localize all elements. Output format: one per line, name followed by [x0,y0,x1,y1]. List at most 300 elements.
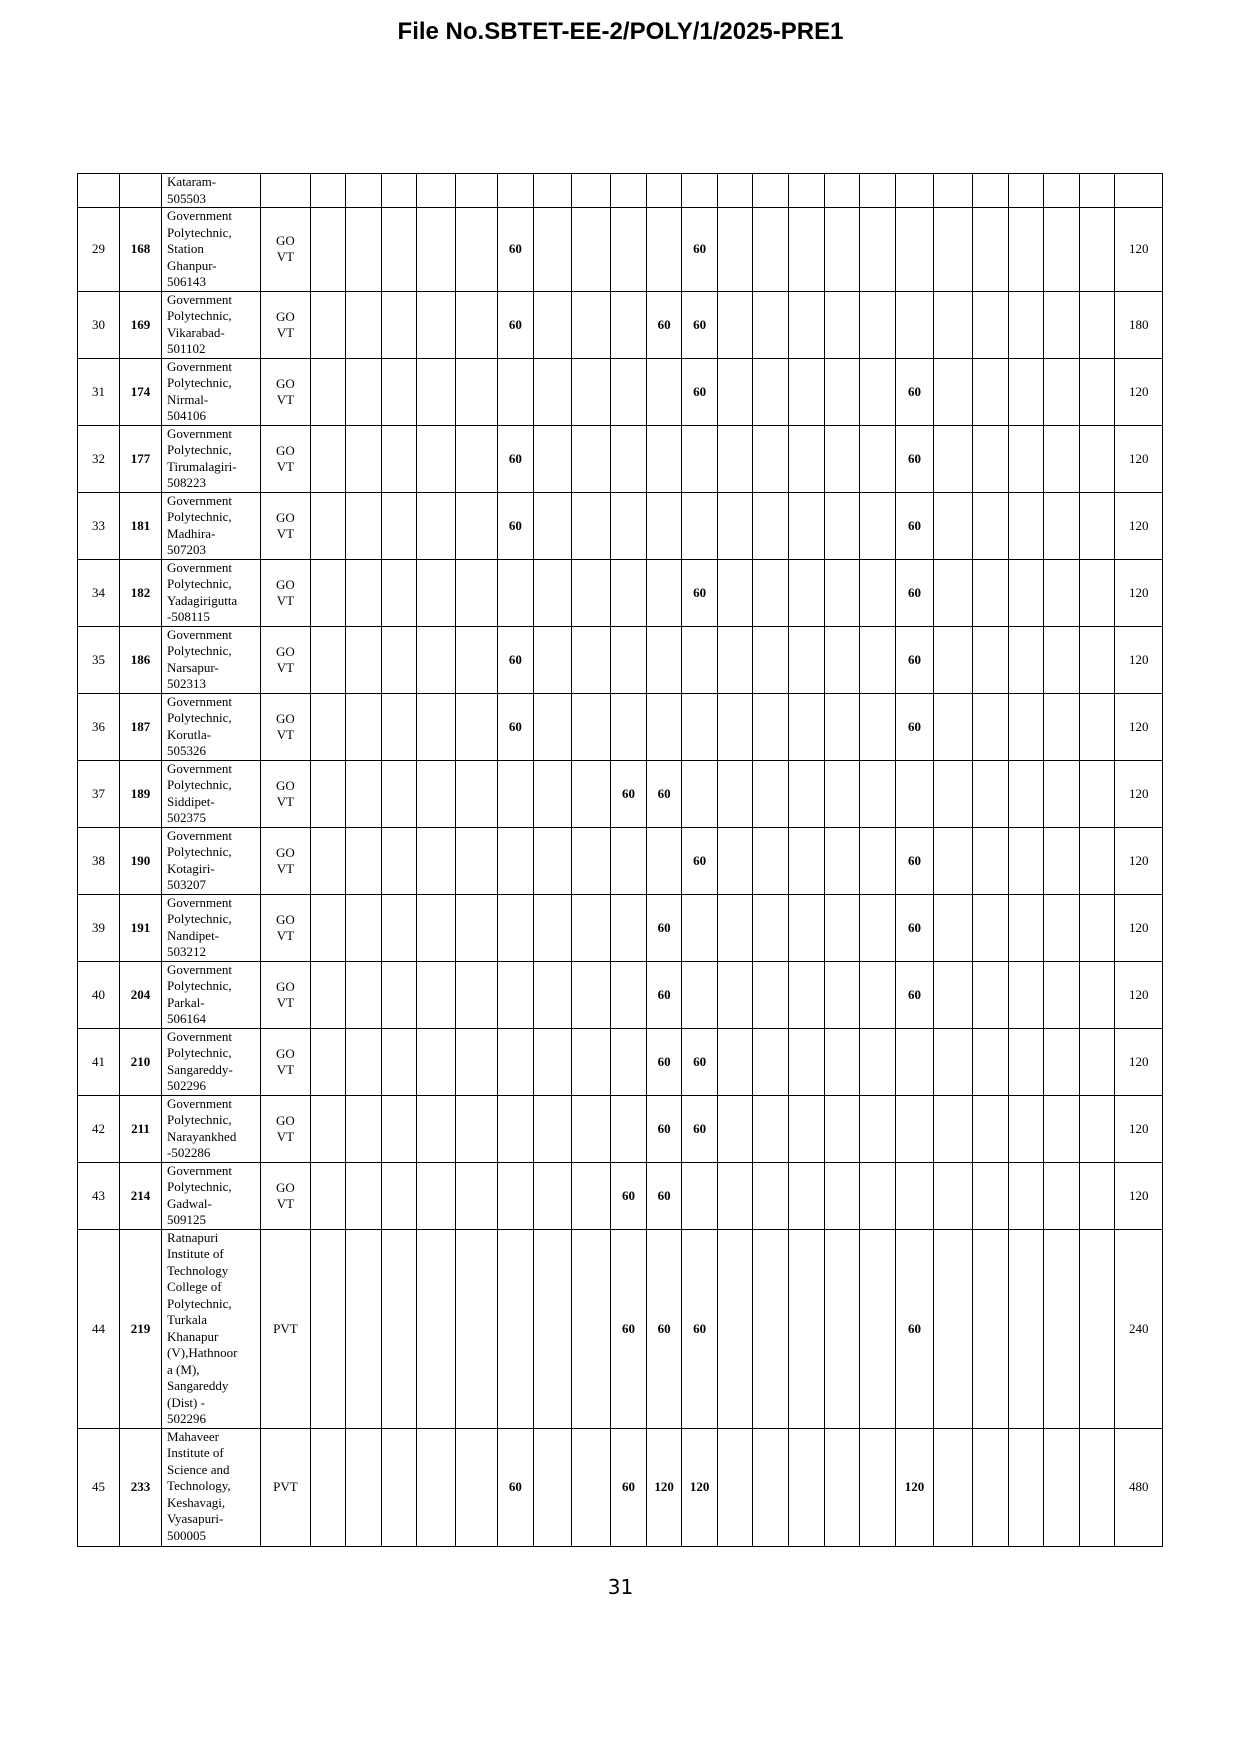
empty-cell [789,425,825,492]
institution-line: Narayankhed [167,1128,237,1144]
total-intake-cell: 120 [1115,358,1163,425]
table-row [78,358,1163,425]
institution-line: Government [167,1095,233,1111]
institution-code-cell: 189 [120,760,162,827]
intake-value-cell: 60 [646,760,682,827]
empty-cell [456,626,498,693]
empty-cell [682,425,718,492]
empty-cell [533,827,572,894]
total-intake-cell: 120 [1115,827,1163,894]
institution-code-cell: 187 [120,693,162,760]
empty-cell [611,1095,647,1162]
institution-line: 509125 [167,1212,207,1227]
empty-cell [682,760,718,827]
empty-cell [417,1162,456,1229]
empty-cell [498,894,534,961]
empty-cell [533,492,572,559]
institution-line: Polytechnic, [167,224,232,240]
empty-cell [824,760,860,827]
empty-cell [1079,559,1115,626]
institution-cell [162,1428,261,1546]
empty-cell [860,174,896,208]
institution-cell [162,208,261,292]
empty-cell [533,425,572,492]
empty-cell [1079,894,1115,961]
intake-value-cell: 60 [682,827,718,894]
institution-cell [162,961,261,1028]
institution-cell [162,174,261,208]
empty-cell [824,425,860,492]
institution-line: Government [167,1028,233,1044]
intake-value-cell: 60 [682,1028,718,1095]
intake-value-cell: 60 [498,208,534,292]
empty-cell [533,559,572,626]
intake-value-cell: 60 [895,492,934,559]
empty-cell [934,559,973,626]
intake-value-cell: 60 [498,291,534,358]
empty-cell [895,1095,934,1162]
institution-type-line: GO [276,1045,295,1061]
empty-cell [1079,961,1115,1028]
empty-cell [310,559,346,626]
empty-cell [973,559,1009,626]
empty-cell [346,208,382,292]
empty-cell [789,1162,825,1229]
institution-line: Ghanpur- [167,257,217,273]
institution-type-line: GO [276,375,295,391]
empty-cell [860,208,896,292]
institution-type-cell [261,760,311,827]
institution-type-line: GO [276,1112,295,1128]
intake-value-cell: 60 [895,358,934,425]
empty-cell [533,693,572,760]
empty-cell [973,1095,1009,1162]
institution-type-line: GO [276,233,295,249]
empty-cell [533,1095,572,1162]
intake-value-cell: 60 [646,1229,682,1428]
total-intake-cell: 120 [1115,961,1163,1028]
institution-code-cell: 219 [120,1229,162,1428]
empty-cell [1044,626,1080,693]
empty-cell [533,174,572,208]
institution-line: 501102 [167,341,206,356]
institution-cell [162,291,261,358]
intake-value-cell: 60 [498,626,534,693]
empty-cell [417,174,456,208]
institution-line: 502313 [167,676,207,691]
empty-cell [417,626,456,693]
intake-value-cell: 60 [498,1428,534,1546]
empty-cell [346,827,382,894]
empty-cell [310,1428,346,1546]
empty-cell [789,208,825,292]
institution-line: Vyasapuri- [167,1511,224,1526]
empty-cell [789,174,825,208]
empty-cell [310,1162,346,1229]
serial-number-cell: 45 [78,1428,120,1546]
empty-cell [860,358,896,425]
intake-value-cell: 60 [498,425,534,492]
intake-value-cell: 60 [682,559,718,626]
empty-cell [1008,894,1044,961]
empty-cell [456,760,498,827]
empty-cell [753,626,789,693]
empty-cell [381,559,417,626]
total-intake-cell: 120 [1115,894,1163,961]
empty-cell [717,1028,753,1095]
institution-line: Keshavagi, [167,1494,226,1510]
institution-cell [162,1229,261,1428]
empty-cell [1008,358,1044,425]
empty-cell [533,208,572,292]
intake-value-cell: 60 [895,425,934,492]
empty-cell [417,425,456,492]
empty-cell [346,961,382,1028]
empty-cell [381,492,417,559]
institution-line: Mahaveer [167,1428,219,1444]
institution-type-line: VT [276,927,295,943]
institution-type-line: PVT [273,1320,298,1336]
empty-cell [824,693,860,760]
empty-cell [1008,208,1044,292]
institution-line: Gadwal- [167,1195,212,1211]
institution-type-cell [261,1428,311,1546]
empty-cell [973,626,1009,693]
empty-cell [346,425,382,492]
empty-cell [1008,1229,1044,1428]
total-intake-cell: 120 [1115,425,1163,492]
page-number: 31 [607,1575,634,1599]
empty-cell [860,1428,896,1546]
table-row [78,693,1163,760]
empty-cell [973,492,1009,559]
empty-cell [381,1162,417,1229]
empty-cell [789,1428,825,1546]
empty-cell [682,693,718,760]
empty-cell [895,1028,934,1095]
empty-cell [1008,693,1044,760]
institution-line: Polytechnic, [167,1179,232,1194]
empty-cell [572,208,611,292]
empty-cell [1079,208,1115,292]
empty-cell [456,827,498,894]
table-row [78,894,1163,961]
empty-cell [973,208,1009,292]
empty-cell [572,291,611,358]
institution-type-line: VT [276,249,295,265]
institution-line: Ratnapuri [167,1229,219,1245]
empty-cell [646,492,682,559]
empty-cell [753,961,789,1028]
empty-cell [973,358,1009,425]
institution-cell [162,559,261,626]
serial-number-cell: 39 [78,894,120,961]
empty-cell [789,559,825,626]
institution-type-line: GO [276,978,295,994]
institution-code-cell: 233 [120,1428,162,1546]
institution-type-line: GO [276,643,295,659]
empty-cell [789,961,825,1028]
serial-number-cell: 40 [78,961,120,1028]
empty-cell [1008,559,1044,626]
empty-cell [456,425,498,492]
empty-cell [934,626,973,693]
institution-line: Government [167,626,233,642]
empty-cell [346,760,382,827]
empty-cell [973,1428,1009,1546]
institution-line: Government [167,492,233,508]
empty-cell [1008,291,1044,358]
intake-value-cell: 60 [498,492,534,559]
empty-cell [498,1229,534,1428]
empty-cell [646,425,682,492]
empty-cell [934,492,973,559]
empty-cell [533,626,572,693]
empty-cell [533,358,572,425]
institution-line: Tirumalagiri- [167,458,237,474]
empty-cell [572,559,611,626]
empty-cell [824,1162,860,1229]
empty-cell [310,827,346,894]
total-intake-cell: 120 [1115,693,1163,760]
empty-cell [895,174,934,208]
intake-value-cell: 60 [611,1162,647,1229]
institution-line: 503207 [167,877,207,892]
table-row [78,1095,1163,1162]
institution-line: Government [167,208,233,223]
empty-cell [498,1162,534,1229]
empty-cell [572,1095,611,1162]
empty-cell [456,1229,498,1428]
institution-line: Government [167,827,233,843]
intake-value-cell: 60 [682,208,718,292]
institution-cell [162,894,261,961]
empty-cell [346,626,382,693]
empty-cell [456,208,498,292]
empty-cell [1044,492,1080,559]
empty-cell [717,626,753,693]
institution-line: College of [167,1279,222,1294]
empty-cell [717,559,753,626]
institution-type-line: VT [276,994,295,1010]
empty-cell [753,760,789,827]
total-intake-cell: 120 [1115,492,1163,559]
empty-cell [572,1229,611,1428]
serial-number-cell: 35 [78,626,120,693]
institution-line: Nandipet- [167,927,220,943]
institution-line: Parkal- [167,994,205,1010]
empty-cell [1079,1095,1115,1162]
institution-code-cell: 186 [120,626,162,693]
institution-line: Polytechnic, [167,442,232,457]
empty-cell [1044,425,1080,492]
empty-cell [381,174,417,208]
empty-cell [572,1028,611,1095]
empty-cell [934,425,973,492]
empty-cell [611,894,647,961]
serial-number-cell: 36 [78,693,120,760]
empty-cell [1079,626,1115,693]
intake-value-cell: 60 [611,1428,647,1546]
institution-type-line: GO [276,710,295,726]
empty-cell [646,358,682,425]
institution-line: Khanapur [167,1328,219,1344]
empty-cell [1008,961,1044,1028]
institution-line: Nirmal- [167,391,209,407]
institution-line: 502296 [167,1411,207,1426]
intake-value-cell: 60 [895,559,934,626]
empty-cell [611,827,647,894]
institution-type-line: VT [276,525,295,541]
institution-line: Technology [167,1262,229,1278]
empty-cell [934,1028,973,1095]
institution-line: Government [167,760,233,776]
institution-cell [162,492,261,559]
empty-cell [860,894,896,961]
empty-cell [1008,1028,1044,1095]
institution-line: Polytechnic, [167,375,232,390]
intake-value-cell: 60 [895,693,934,760]
table-row [78,1028,1163,1095]
empty-cell [346,174,382,208]
empty-cell [346,1428,382,1546]
empty-cell [682,626,718,693]
empty-cell [533,961,572,1028]
institution-line: 506143 [167,274,207,289]
institution-line: Narsapur- [167,659,219,675]
empty-cell [824,961,860,1028]
institution-line: (V),Hathnoor [167,1345,238,1360]
empty-cell [973,291,1009,358]
empty-cell [824,208,860,292]
empty-cell [717,1162,753,1229]
empty-cell [789,693,825,760]
empty-cell [824,174,860,208]
institution-line: 508223 [167,475,207,490]
empty-cell [1008,425,1044,492]
table-row [78,1229,1163,1428]
empty-cell [346,894,382,961]
table-row [78,492,1163,559]
empty-cell [789,291,825,358]
intake-value-cell: 60 [646,1095,682,1162]
empty-cell [824,894,860,961]
institution-line: -502286 [167,1145,211,1160]
institution-line: Government [167,425,233,441]
institution-line: Station [167,241,204,256]
empty-cell [572,693,611,760]
institution-code-cell: 181 [120,492,162,559]
empty-cell [789,760,825,827]
empty-cell [934,693,973,760]
empty-cell [1079,358,1115,425]
empty-cell [611,291,647,358]
empty-cell [824,827,860,894]
institution-type-line: VT [276,324,295,340]
institution-line: 504106 [167,408,207,423]
institution-code-cell: 211 [120,1095,162,1162]
institution-type-cell [261,492,311,559]
empty-cell [717,174,753,208]
empty-cell [346,1229,382,1428]
institution-code-cell: 169 [120,291,162,358]
institution-type-line: GO [276,509,295,525]
institution-line: Polytechnic, [167,643,232,658]
empty-cell [310,174,346,208]
institution-type-line: VT [276,1195,295,1211]
empty-cell [310,358,346,425]
empty-cell [789,1095,825,1162]
table-row [78,425,1163,492]
institution-line: 502296 [167,1078,207,1093]
empty-cell [533,1428,572,1546]
total-intake-cell: 120 [1115,208,1163,292]
empty-cell [934,827,973,894]
empty-cell [1044,693,1080,760]
empty-cell [1079,760,1115,827]
empty-cell [572,425,611,492]
empty-cell [1044,760,1080,827]
empty-cell [646,827,682,894]
empty-cell [1044,208,1080,292]
empty-cell [824,1028,860,1095]
institution-type-line: VT [276,458,295,474]
empty-cell [824,626,860,693]
empty-cell [860,492,896,559]
empty-cell [498,358,534,425]
table-row [78,291,1163,358]
institution-line: Polytechnic, [167,978,232,993]
empty-cell [1008,827,1044,894]
file-number-header: File No.SBTET-EE-2/POLY/1/2025-PRE1 [397,18,844,45]
empty-cell [456,559,498,626]
total-intake-cell: 120 [1115,1162,1163,1229]
empty-cell [717,492,753,559]
institution-line: Polytechnic, [167,1112,232,1127]
institution-type-line: VT [276,659,295,675]
institution-cell [162,1162,261,1229]
empty-cell [533,894,572,961]
empty-cell [1008,626,1044,693]
intake-value-cell: 60 [611,1229,647,1428]
empty-cell [895,291,934,358]
empty-cell [572,1162,611,1229]
institution-line: Polytechnic, [167,1295,232,1311]
empty-cell [346,291,382,358]
institution-type-cell [261,693,311,760]
institution-type-cell [261,961,311,1028]
empty-cell [498,961,534,1028]
empty-cell [717,894,753,961]
institution-type-cell [261,208,311,292]
empty-cell [310,626,346,693]
empty-cell [1044,1095,1080,1162]
institution-type-line: GO [276,308,295,324]
empty-cell [646,174,682,208]
empty-cell [417,1028,456,1095]
empty-cell [717,208,753,292]
institution-line: Polytechnic, [167,911,232,926]
empty-cell [1079,492,1115,559]
institution-code-cell: 204 [120,961,162,1028]
empty-cell [456,1095,498,1162]
institution-line: Kataram- [167,174,217,189]
empty-cell [789,1229,825,1428]
empty-cell [611,559,647,626]
total-intake-cell: 120 [1115,559,1163,626]
empty-cell [934,291,973,358]
serial-number-cell: 37 [78,760,120,827]
